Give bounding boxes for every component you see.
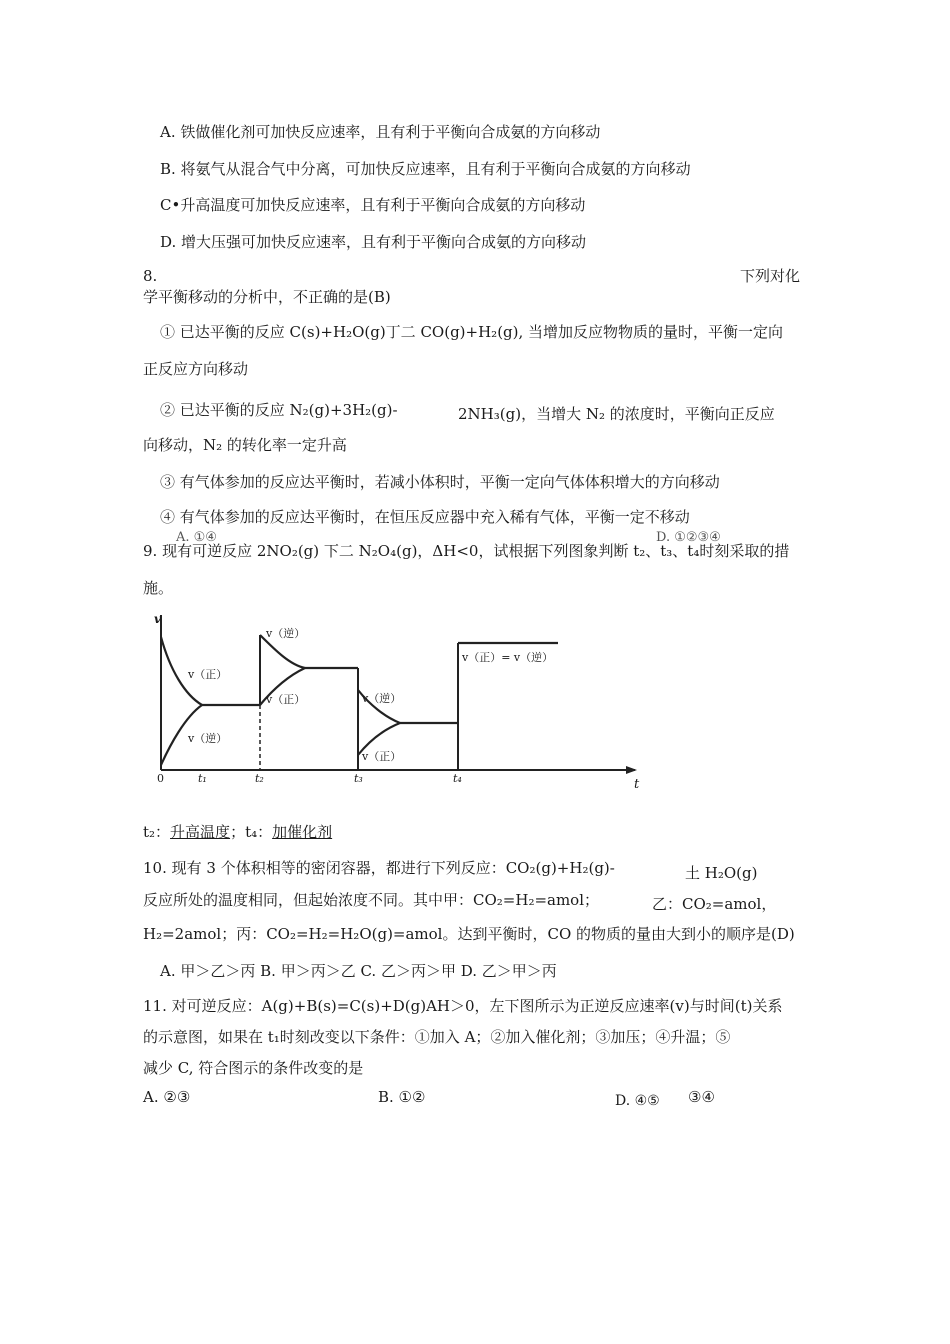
q8-statement-2-cont: 向移动，N₂ 的转化率一定升高 <box>143 436 347 454</box>
q11-stem-3: 减少 C, 符合图示的条件改变的是 <box>143 1059 364 1077</box>
label-equal-4: v（正）= v（逆） <box>462 651 554 664</box>
q8-option-a: A. ①④ <box>176 530 217 545</box>
tick-label-t3: t₃ <box>354 772 363 785</box>
q10-stem-2b: 乙：CO₂=amol， <box>652 895 777 913</box>
q11-stem-2: 的示意图，如果在 t₁时刻改变以下条件：①加入 A；②加入催化剂；③加压；④升温；⑤ <box>143 1028 731 1046</box>
tick-label-t4: t₄ <box>453 772 462 785</box>
q9-answer-t2-label: t₂： <box>143 823 171 841</box>
q7-option-b: B. 将氨气从混合气中分离，可加快反应速率，且有利于平衡向合成氨的方向移动 <box>160 160 691 178</box>
q7-option-c: C•升高温度可加快反应速率，且有利于平衡向合成氨的方向移动 <box>160 196 586 214</box>
q8-statement-2a: ② 已达平衡的反应 N₂(g)+3H₂(g)- <box>160 401 398 419</box>
q8-statement-4: ④ 有气体参加的反应达平衡时，在恒压反应器中充入稀有气体，平衡一定不移动 <box>160 508 690 526</box>
label-forward-2: v（正） <box>266 693 306 706</box>
q8-statement-3: ③ 有气体参加的反应达平衡时，若减小体积时，平衡一定向气体体积增大的方向移动 <box>160 473 720 491</box>
label-reverse-2: v（逆） <box>266 627 306 640</box>
y-axis-label: v <box>154 612 161 626</box>
q8-statement-2b: 2NH₃(g)，当增大 N₂ 的浓度时，平衡向正反应 <box>458 405 775 423</box>
q8-stem: 学平衡移动的分析中，不正确的是(B) <box>143 288 391 306</box>
q11-option-a: A. ②③ <box>143 1088 191 1106</box>
q10-options: A. 甲＞乙＞丙 B. 甲＞丙＞乙 C. 乙＞丙＞甲 D. 乙＞甲＞丙 <box>160 962 557 980</box>
x-axis-arrow <box>626 766 637 774</box>
q8-number: 8. <box>143 267 158 285</box>
q11-option-c: ③④ <box>688 1088 715 1106</box>
label-reverse-1: v（逆） <box>188 732 228 745</box>
label-reverse-3: v（逆） <box>362 692 402 705</box>
origin-label: 0 <box>157 772 164 785</box>
q8-statement-1: ① 已达平衡的反应 C(s)+H₂O(g)丁二 CO(g)+H₂(g), 当增加反应物物质的量时，平衡一定向 <box>160 323 784 341</box>
x-axis-label: t <box>634 777 640 792</box>
q10-stem-2a: 反应所处的温度相同，但起始浓度不同。其中甲：CO₂=H₂=amol； <box>143 891 600 909</box>
tick-label-t2: t₂ <box>255 772 264 785</box>
q11-stem-1: 11. 对可逆反应：A(g)+B(s)=C(s)+D(g)AH＞0，左下图所示为正逆反应速率(v)与时间(t)关系 <box>143 997 783 1015</box>
label-forward-1: v（正） <box>188 668 228 681</box>
rate-time-graph <box>140 605 640 795</box>
q9-answer-t2: 升高温度 <box>170 823 231 841</box>
q10-stem-1a: 10. 现有 3 个体积相等的密闭容器，都进行下列反应：CO₂(g)+H₂(g)- <box>143 859 615 877</box>
q8-statement-1-cont: 正反应方向移动 <box>143 360 249 378</box>
q10-stem-3: H₂=2amol；丙：CO₂=H₂=H₂O(g)=amol。达到平衡时，CO 的物质的量由大到小的顺序是(D) <box>143 925 795 943</box>
q9-stem: 9. 现有可逆反应 2NO₂(g) 下二 N₂O₄(g)，ΔH<0，试根据下列图象判断 t₂、t₃、t₄时刻采取的措 <box>143 542 790 560</box>
q11-option-b: B. ①② <box>378 1088 426 1106</box>
q9-answer <box>143 822 332 842</box>
label-forward-3: v（正） <box>362 750 402 763</box>
q11-option-d: D. ④⑤ <box>615 1093 660 1109</box>
q10-stem-1b: 土 H₂O(g) <box>685 864 758 882</box>
q9-answer-t4: 加催化剂 <box>272 823 333 841</box>
q9-stem-cont: 施。 <box>143 579 174 597</box>
tick-label-t1: t₁ <box>198 772 207 785</box>
q7-option-a: A. 铁做催化剂可加快反应速率，且有利于平衡向合成氨的方向移动 <box>160 123 601 141</box>
q9-answer-sep: ；t₄： <box>230 823 273 841</box>
q8-stem-right: 下列对化 <box>740 267 801 285</box>
q8-option-d: D. ①②③④ <box>656 530 721 545</box>
q7-option-d: D. 增大压强可加快反应速率，且有利于平衡向合成氨的方向移动 <box>160 233 587 251</box>
